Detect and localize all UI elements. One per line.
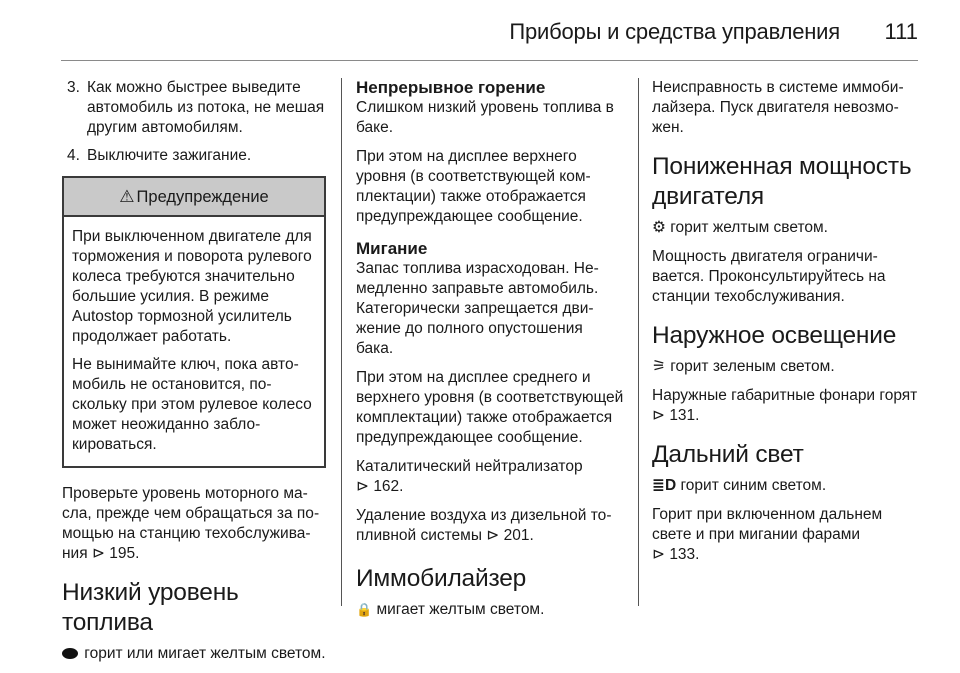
column-divider-1	[341, 78, 342, 606]
lock-icon: 🔒	[356, 602, 373, 617]
page-ref[interactable]: 162.	[373, 478, 404, 495]
warning-body	[64, 217, 324, 466]
immobilizer-paragraph	[356, 600, 624, 620]
reduced-power-indicator	[652, 218, 924, 238]
flashing-paragraph-2: При этом на дисплее среднего и верхнего уровня (в соответствующей комплектации) также отображается предупреждающее сообщение.	[356, 369, 624, 446]
page-ref-icon: ⊳	[356, 478, 369, 495]
dpf-text: Удаление воздуха из дизельной топливной системы	[356, 507, 612, 544]
high-beam-heading: Дальний свет	[652, 441, 804, 468]
column-divider-2	[638, 78, 639, 606]
exterior-lights-paragraph	[652, 386, 924, 426]
page-ref[interactable]: 195.	[109, 545, 140, 562]
catalyst-paragraph	[356, 457, 624, 497]
page-ref-icon: ⊳	[652, 407, 665, 424]
exterior-lights-heading: Наружное освещение	[652, 322, 897, 349]
page-header-title: Приборы и средства управления	[509, 19, 840, 44]
high-beam-text: горит синим светом.	[676, 477, 827, 494]
flashing-paragraph-1: Запас топлива израсходован. Немедленно заправьте автомобиль. Категорически запрещается движение до полного опустошения бака.	[356, 260, 599, 357]
dpf-paragraph	[356, 506, 624, 546]
header-rule	[61, 60, 918, 61]
fuel-warning-icon	[62, 648, 78, 659]
immobilizer-fault-paragraph: Неисправность в системе иммобилайзера. Пуск двигателя невозможен.	[652, 79, 904, 136]
step-number: 3.	[67, 79, 80, 96]
oil-check-text: Проверьте уровень моторного масла, прежде чем обращаться за помощью на станцию техобслуживания	[62, 485, 320, 562]
continuous-heading: Непрерывное горение	[356, 78, 546, 97]
step-number: 4.	[67, 147, 80, 164]
step-text: Как можно быстрее выведите автомобиль из потока, не мешая другим автомобилям.	[87, 79, 325, 136]
exterior-lights-desc: Наружные габаритные фонари горят	[652, 387, 918, 404]
warning-header	[64, 178, 324, 217]
continuous-paragraph-2: При этом на дисплее верхнего уровня (в соответствующей комплектации) также отображается предупреждающее сообщение.	[356, 148, 591, 225]
side-lights-icon: ⚞	[652, 358, 666, 375]
column-3	[652, 78, 924, 574]
high-beam-paragraph	[652, 505, 924, 565]
oil-check-paragraph	[62, 484, 326, 564]
warning-paragraph: При выключенном двигателе для торможения и поворота рулевого колеса требуются значительно большие усилия. В режиме Autostop тормозной усилитель продолжает работать.	[72, 228, 312, 345]
high-beam-icon: ≣D	[652, 477, 677, 494]
page-number: 111	[884, 19, 918, 44]
page-ref[interactable]: 133.	[669, 546, 700, 563]
immobilizer-heading: Иммобилайзер	[356, 565, 527, 592]
high-beam-desc: Горит при включенном дальнем свете и при мигании фарами	[652, 506, 883, 543]
reduced-power-heading: Пониженная мощность двигателя	[652, 153, 912, 210]
column-1	[62, 78, 326, 673]
steps-list	[62, 78, 326, 166]
continuous-paragraph-1: Слишком низкий уровень топлива в баке.	[356, 99, 614, 136]
page-ref[interactable]: 131.	[669, 407, 700, 424]
step-item	[62, 146, 326, 166]
exterior-lights-indicator	[652, 357, 924, 377]
fuel-low-paragraph	[62, 644, 326, 664]
flashing-heading: Мигание	[356, 239, 428, 258]
fuel-low-text: горит или мигает желтым светом.	[80, 645, 326, 662]
warning-box	[62, 176, 326, 468]
page-ref-icon: ⊳	[91, 545, 105, 562]
page-ref[interactable]: 201.	[503, 527, 534, 544]
page-ref-icon: ⊳	[486, 527, 500, 544]
reduced-power-text: горит желтым светом.	[665, 219, 828, 236]
warning-triangle-icon: ⚠	[119, 187, 135, 206]
column-2	[356, 78, 624, 629]
page-ref-icon: ⊳	[652, 546, 665, 563]
warning-title: Предупреждение	[136, 188, 269, 206]
engine-power-icon: ⚙	[652, 219, 666, 236]
exterior-lights-text: горит зеленым светом.	[665, 358, 835, 375]
immobilizer-text: мигает желтым светом.	[372, 601, 545, 618]
fuel-low-heading: Низкий уровень топлива	[62, 579, 239, 636]
step-item	[62, 78, 326, 138]
catalyst-text: Каталитический нейтрализатор	[356, 458, 583, 475]
warning-paragraph: Не вынимайте ключ, пока автомобиль не остановится, поскольку при этом рулевое колесо может неожиданно заблокироваться.	[72, 356, 312, 453]
reduced-power-paragraph: Мощность двигателя ограничивается. Проконсультируйтесь на станции техобслуживания.	[652, 248, 886, 305]
high-beam-indicator	[652, 476, 924, 496]
step-text: Выключите зажигание.	[87, 147, 252, 164]
